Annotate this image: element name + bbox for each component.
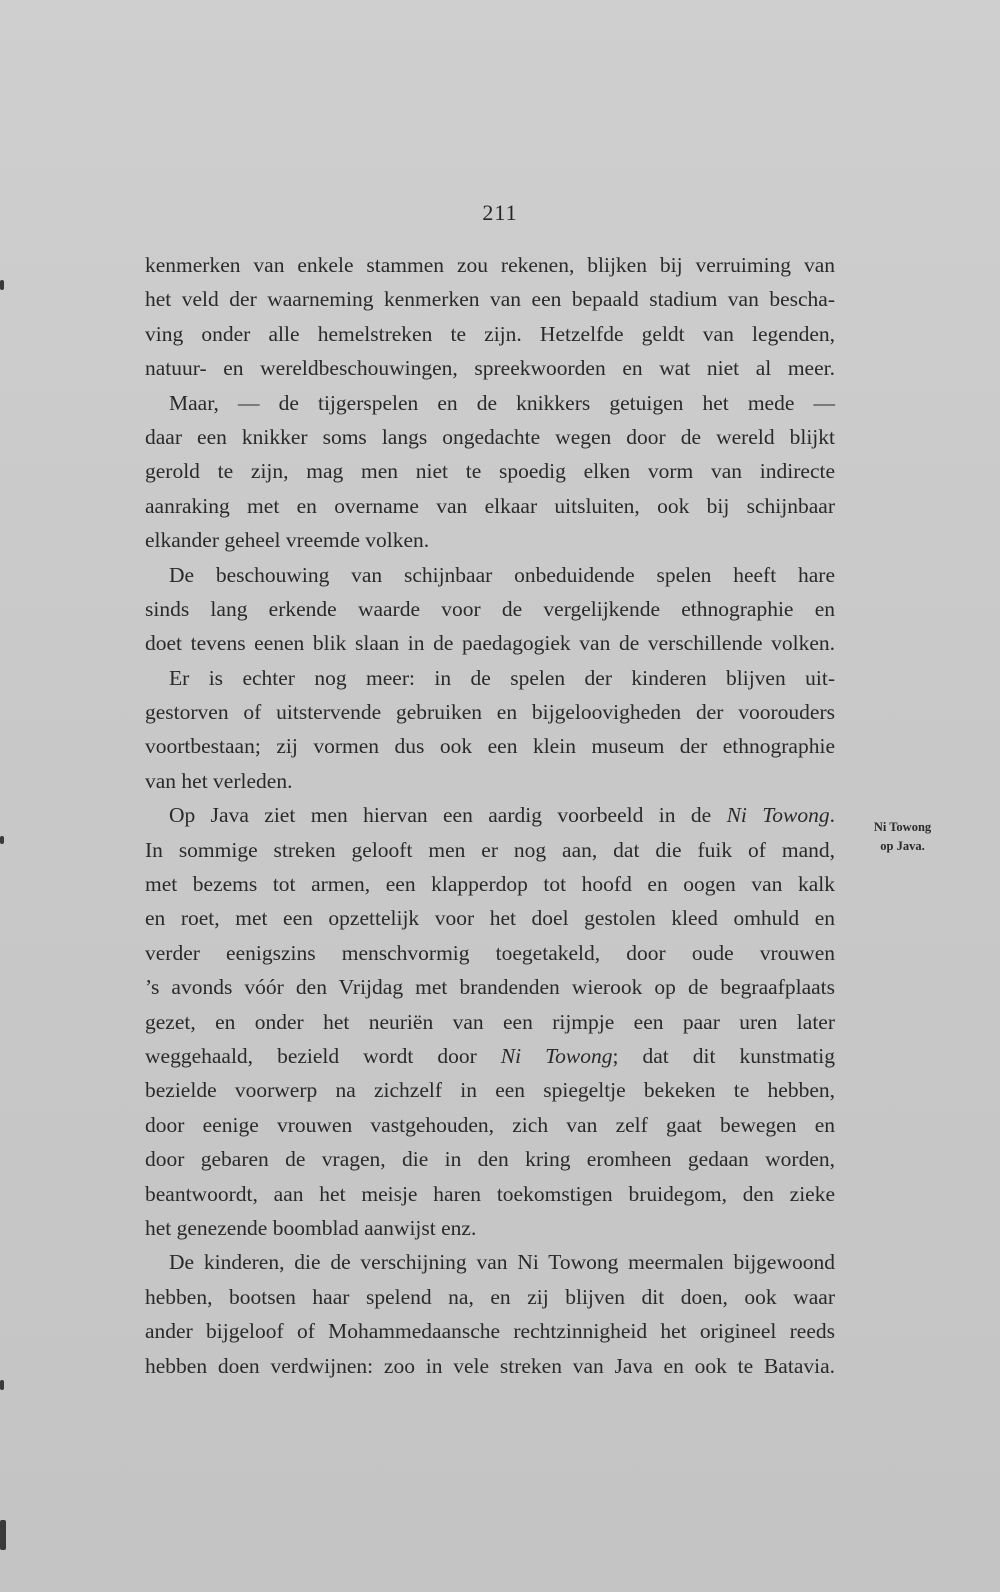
text-line: aanraking met en overname van elkaar uitsluiten, ook bij schijnbaar (145, 493, 835, 518)
margin-note (850, 818, 955, 856)
page-number: 211 (482, 200, 518, 225)
text-line: van het verleden. (145, 768, 293, 793)
text-line: natuur- en wereldbeschouwingen, spreekwoorden en wat niet al meer. (145, 356, 835, 381)
text-line: verder eenigszins menschvormig toegetakeld, door oude vrouwen (145, 940, 835, 965)
text-line: ander bijgeloof of Mohammedaansche rechtzinnigheid het origineel reeds (145, 1319, 835, 1344)
text-line: elkander geheel vreemde volken. (145, 528, 430, 553)
text-line: hebben doen verdwijnen: zoo in vele streken van Java en ook te Batavia. (145, 1353, 835, 1378)
text-line: gerold te zijn, mag men niet te spoedig elken vorm van indirecte (145, 459, 835, 484)
text-line: doet tevens eenen blik slaan in de paedagogiek van de verschillende volken. (145, 631, 835, 656)
scan-edge-mark (0, 1520, 6, 1550)
text-line: In sommige streken gelooft men er nog aan, dat die fuik of mand, (145, 837, 835, 862)
scan-edge-mark (0, 280, 4, 290)
text-line: De beschouwing van schijnbaar onbeduidende spelen heeft hare (169, 562, 835, 587)
text-line: het veld der waarneming kenmerken van een bepaald stadium van bescha- (145, 287, 835, 312)
scan-edge-mark (0, 836, 4, 844)
margin-note-line: op Java. (880, 839, 925, 853)
body-text (145, 248, 835, 1383)
text-line: sinds lang erkende waarde voor de vergelijkende ethnographie en (145, 596, 835, 621)
text-line: bezielde voorwerp na zichzelf in een spiegeltje bekeken te hebben, (145, 1078, 835, 1103)
text-line: Op Java ziet men hiervan een aardig voorbeeld in de Ni Towong. (169, 803, 835, 828)
text-line: De kinderen, die de verschijning van Ni Towong meermalen bijgewoond (169, 1250, 835, 1275)
text-line: en roet, met een opzettelijk voor het doel gestolen kleed omhuld en (145, 906, 835, 931)
text-line: Er is echter nog meer: in de spelen der kinderen blijven uit- (169, 665, 835, 690)
text-line: kenmerken van enkele stammen zou rekenen, blijken bij verruiming van (145, 253, 835, 277)
text-line: ving onder alle hemelstreken te zijn. Hetzelfde geldt van legenden, (145, 321, 835, 346)
text-line: weggehaald, bezield wordt door Ni Towong; dat dit kunstmatig (145, 1043, 836, 1068)
text-line: beantwoordt, aan het meisje haren toekomstigen bruidegom, den zieke (145, 1181, 835, 1206)
text-line: voortbestaan; zij vormen dus ook een klein museum der ethnographie (145, 734, 835, 759)
text-line: met bezems tot armen, een klapperdop tot hoofd en oogen van kalk (145, 872, 835, 897)
text-line: hebben, bootsen haar spelend na, en zij blijven dit doen, ook waar (145, 1284, 835, 1309)
text-line: het genezende boomblad aanwijst enz. (145, 1215, 477, 1240)
margin-note-line: Ni Towong (873, 820, 932, 834)
text-line: ’s avonds vóór den Vrijdag met brandenden wierook op de begraafplaats (145, 975, 835, 1000)
scan-edge-mark (0, 1380, 4, 1390)
text-line: Maar, — de tijgerspelen en de knikkers getuigen het mede — (169, 390, 835, 415)
text-line: door gebaren de vragen, die in den kring eromheen gedaan worden, (145, 1147, 835, 1172)
text-line: gezet, en onder het neuriën van een rijmpje een paar uren later (145, 1009, 835, 1034)
text-line: gestorven of uitstervende gebruiken en bijgeloovigheden der voorouders (145, 700, 835, 725)
text-line: door eenige vrouwen vastgehouden, zich van zelf gaat bewegen en (145, 1112, 835, 1137)
text-line: daar een knikker soms langs ongedachte wegen door de wereld blijkt (145, 424, 835, 449)
